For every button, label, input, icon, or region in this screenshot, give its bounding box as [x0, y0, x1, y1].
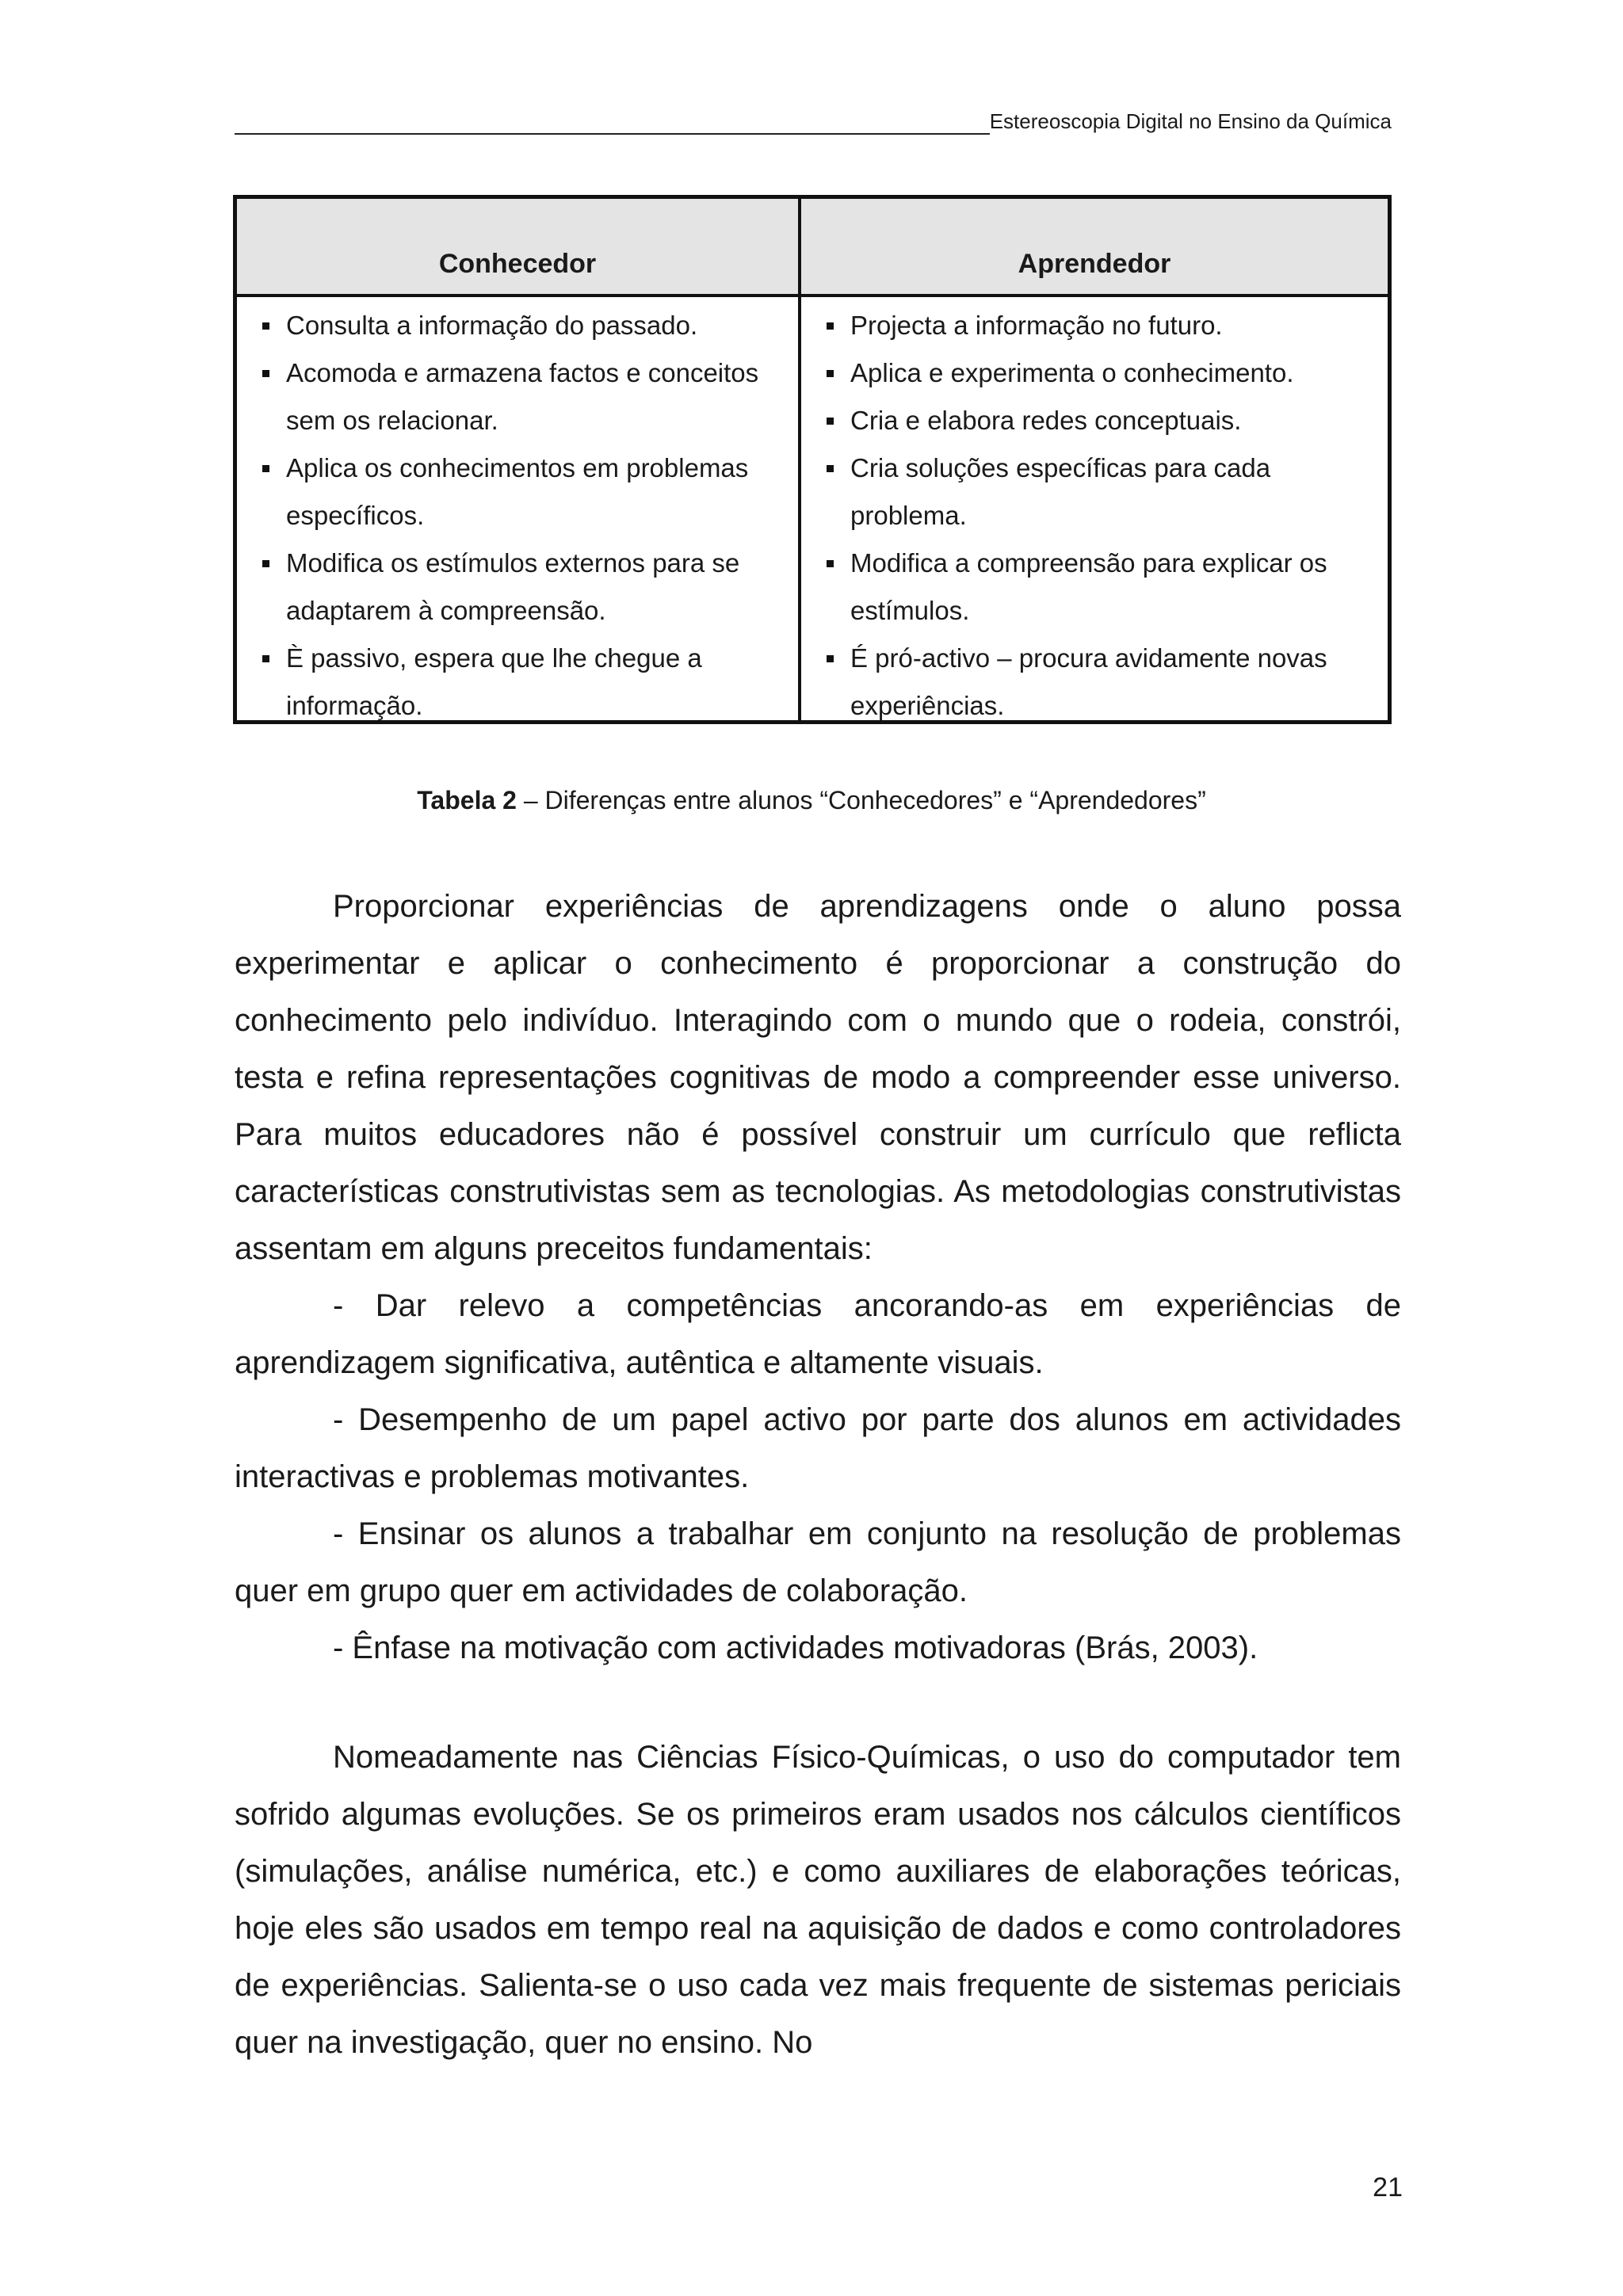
- paragraph: - Desempenho de um papel activo por parte dos alunos em actividades interactivas e problemas motivantes.: [235, 1402, 1401, 1494]
- list-item: Aplica e experimenta o conhecimento.: [827, 349, 1380, 397]
- column-conhecedor: [237, 199, 801, 720]
- column-aprendedor: [801, 199, 1388, 720]
- body-text-block-1: [235, 878, 1401, 1676]
- header-title: Estereoscopia Digital no Ensino da Química: [989, 109, 1392, 133]
- running-header: [235, 105, 1392, 135]
- paragraph: - Ensinar os alunos a trabalhar em conjunto na resolução de problemas quer em grupo quer em actividades de colaboração.: [235, 1516, 1401, 1608]
- paragraph: Nomeadamente nas Ciências Físico-Químicas, o uso do computador tem sofrido algumas evoluções. Se os primeiros eram usados nos cálculos científicos (simulações, análise numérica, etc.) e como auxiliares de elaborações teóricas, hoje eles são usados em tempo real na aquisição de dados e como controladores de experiências. Salienta-se o uso cada vez mais frequente de sistemas periciais quer na investigação, quer no ensino. No: [235, 1740, 1401, 2060]
- list-item: È passivo, espera que lhe chegue a informação.: [262, 635, 790, 730]
- list-item: Modifica a compreensão para explicar os estímulos.: [827, 540, 1380, 635]
- list-item: Consulta a informação do passado.: [262, 302, 790, 349]
- comparison-table: [233, 195, 1392, 724]
- page-number: 21: [1373, 2172, 1403, 2203]
- paragraph: Proporcionar experiências de aprendizagens onde o aluno possa experimentar e aplicar o conhecimento é proporcionar a construção do conhecimento pelo indivíduo. Interagindo com o mundo que o rodeia, constrói, testa e refina representações cognitivas de modo a compreender esse universo. Para muitos educadores não é possível construir um currículo que reflicta características construtivistas sem as tecnologias. As metodologias construtivistas assentam em alguns preceitos fundamentais:: [235, 889, 1401, 1266]
- caption-text: – Diferenças entre alunos “Conhecedores” e “Aprendedores”: [516, 786, 1206, 814]
- list-item: Cria soluções específicas para cada problema.: [827, 444, 1380, 540]
- list-conhecedor: [237, 297, 798, 730]
- list-item: Cria e elabora redes conceptuais.: [827, 397, 1380, 444]
- header-rule: [235, 105, 990, 135]
- list-aprendedor: [801, 297, 1388, 730]
- column-heading-conhecedor: Conhecedor: [237, 199, 798, 297]
- column-heading-aprendedor: Aprendedor: [801, 199, 1388, 297]
- list-item: Projecta a informação no futuro.: [827, 302, 1380, 349]
- list-item: Aplica os conhecimentos em problemas específicos.: [262, 444, 790, 540]
- paragraph: - Dar relevo a competências ancorando-as em experiências de aprendizagem significativa, autêntica e altamente visuais.: [235, 1288, 1401, 1380]
- list-item: Modifica os estímulos externos para se adaptarem à compreensão.: [262, 540, 790, 635]
- caption-label: Tabela 2: [417, 786, 517, 814]
- paragraph: - Ênfase na motivação com actividades motivadoras (Brás, 2003).: [333, 1630, 1258, 1665]
- list-item: É pró-activo – procura avidamente novas experiências.: [827, 635, 1380, 730]
- list-item: Acomoda e armazena factos e conceitos sem os relacionar.: [262, 349, 790, 444]
- body-text-block-2: [235, 1729, 1401, 2071]
- table-caption: [0, 784, 1623, 816]
